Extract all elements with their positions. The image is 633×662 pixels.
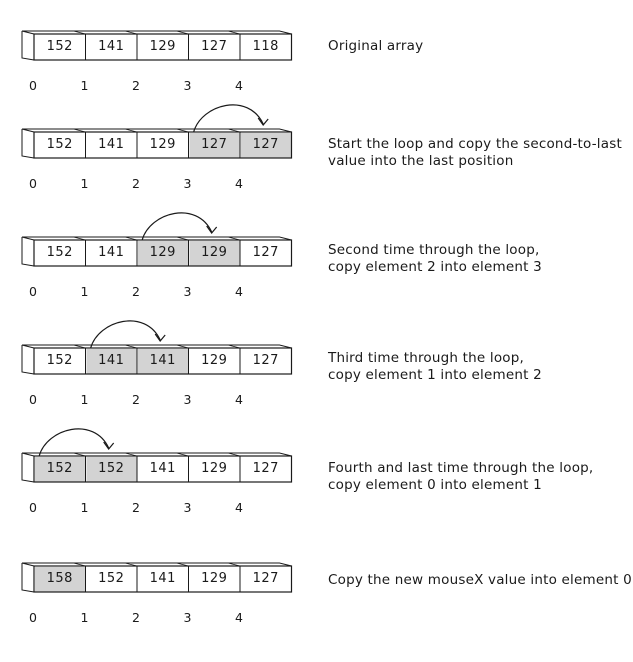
array-cell-value: 127 bbox=[201, 39, 228, 54]
array-cell-value: 152 bbox=[46, 39, 73, 54]
array-cell-value: 141 bbox=[98, 353, 125, 368]
array-index-label: 2 bbox=[132, 284, 140, 299]
array-left-face bbox=[22, 129, 34, 158]
array-box bbox=[20, 456, 294, 515]
step-description bbox=[328, 350, 542, 384]
array-cell-value: 141 bbox=[98, 137, 125, 152]
array-index-label: 4 bbox=[235, 392, 243, 407]
array-index-label: 1 bbox=[80, 500, 89, 515]
array-cell-value: 141 bbox=[149, 353, 176, 368]
array-index-label: 0 bbox=[29, 610, 37, 625]
array-cell-value: 118 bbox=[252, 39, 279, 54]
array-cell-value: 152 bbox=[46, 461, 73, 476]
array-cell-value: 127 bbox=[252, 245, 279, 260]
array-index-label: 1 bbox=[80, 284, 89, 299]
array-cell-value: 141 bbox=[98, 245, 125, 260]
array-index-label: 1 bbox=[80, 610, 89, 625]
array-cell-value: 152 bbox=[46, 353, 73, 368]
array-index-label: 2 bbox=[132, 78, 140, 93]
step-description-line: Second time through the loop, bbox=[328, 242, 540, 258]
step-description-line: Original array bbox=[328, 38, 424, 54]
array-left-face bbox=[22, 31, 34, 60]
array-cell-value: 141 bbox=[149, 571, 176, 586]
array-box bbox=[20, 348, 294, 407]
array-index-label: 0 bbox=[29, 284, 37, 299]
array-box bbox=[20, 566, 294, 625]
step-description bbox=[328, 38, 423, 55]
array-index-label: 4 bbox=[235, 500, 243, 515]
array-index-label: 0 bbox=[29, 78, 37, 93]
step-description-line: copy element 1 into element 2 bbox=[328, 367, 542, 383]
array-cell-value: 141 bbox=[98, 39, 125, 54]
array-cell-value: 141 bbox=[149, 461, 176, 476]
step-description bbox=[328, 136, 622, 170]
array-box bbox=[20, 34, 294, 93]
array-index-label: 4 bbox=[235, 284, 243, 299]
array-index-label: 3 bbox=[183, 176, 192, 191]
array-index-label: 1 bbox=[80, 176, 89, 191]
step-description-line: copy element 0 into element 1 bbox=[328, 477, 542, 493]
array-cell-value: 152 bbox=[46, 137, 73, 152]
step-description bbox=[328, 242, 542, 276]
array-index-label: 1 bbox=[80, 392, 89, 407]
step-description-line: Fourth and last time through the loop, bbox=[328, 460, 594, 476]
array-index-label: 0 bbox=[29, 176, 37, 191]
step-description bbox=[328, 460, 593, 494]
array-cell-value: 158 bbox=[46, 571, 73, 586]
array-index-label: 3 bbox=[183, 284, 192, 299]
array-index-label: 4 bbox=[235, 176, 243, 191]
array-cell-value: 127 bbox=[252, 571, 279, 586]
array-index-label: 2 bbox=[132, 610, 140, 625]
array-box bbox=[20, 132, 294, 191]
array-cell-value: 129 bbox=[149, 245, 176, 260]
array-cell-value: 129 bbox=[201, 245, 228, 260]
array-index-label: 3 bbox=[183, 500, 192, 515]
array-index-label: 2 bbox=[132, 176, 140, 191]
array-left-face bbox=[22, 345, 34, 374]
step-description-line: Third time through the loop, bbox=[328, 350, 525, 366]
array-index-label: 1 bbox=[80, 78, 89, 93]
array-cell-value: 129 bbox=[149, 137, 176, 152]
array-cell-value: 127 bbox=[252, 137, 279, 152]
array-left-face bbox=[22, 453, 34, 482]
array-index-label: 0 bbox=[29, 392, 37, 407]
array-cell-value: 152 bbox=[98, 571, 125, 586]
array-index-label: 0 bbox=[29, 500, 37, 515]
step-description-line: Copy the new mouseX value into element 0 bbox=[328, 572, 632, 588]
array-left-face bbox=[22, 237, 34, 266]
array-cell-value: 129 bbox=[201, 461, 228, 476]
step-description-line: copy element 2 into element 3 bbox=[328, 259, 542, 275]
array-cell-value: 129 bbox=[149, 39, 176, 54]
array-index-label: 3 bbox=[183, 78, 192, 93]
step-description-line: Start the loop and copy the second-to-last bbox=[328, 136, 622, 152]
array-index-label: 4 bbox=[235, 78, 243, 93]
array-index-label: 3 bbox=[183, 392, 192, 407]
array-cell-value: 127 bbox=[252, 461, 279, 476]
array-index-label: 2 bbox=[132, 392, 140, 407]
step-description bbox=[328, 572, 632, 589]
array-index-label: 3 bbox=[183, 610, 192, 625]
array-cell-value: 152 bbox=[46, 245, 73, 260]
array-index-label: 2 bbox=[132, 500, 140, 515]
array-cell-value: 127 bbox=[201, 137, 228, 152]
array-cell-value: 129 bbox=[201, 571, 228, 586]
array-box bbox=[20, 240, 294, 299]
array-cell-value: 129 bbox=[201, 353, 228, 368]
array-index-label: 4 bbox=[235, 610, 243, 625]
array-left-face bbox=[22, 563, 34, 592]
array-cell-value: 127 bbox=[252, 353, 279, 368]
array-cell-value: 152 bbox=[98, 461, 125, 476]
step-description-line: value into the last position bbox=[328, 153, 514, 169]
